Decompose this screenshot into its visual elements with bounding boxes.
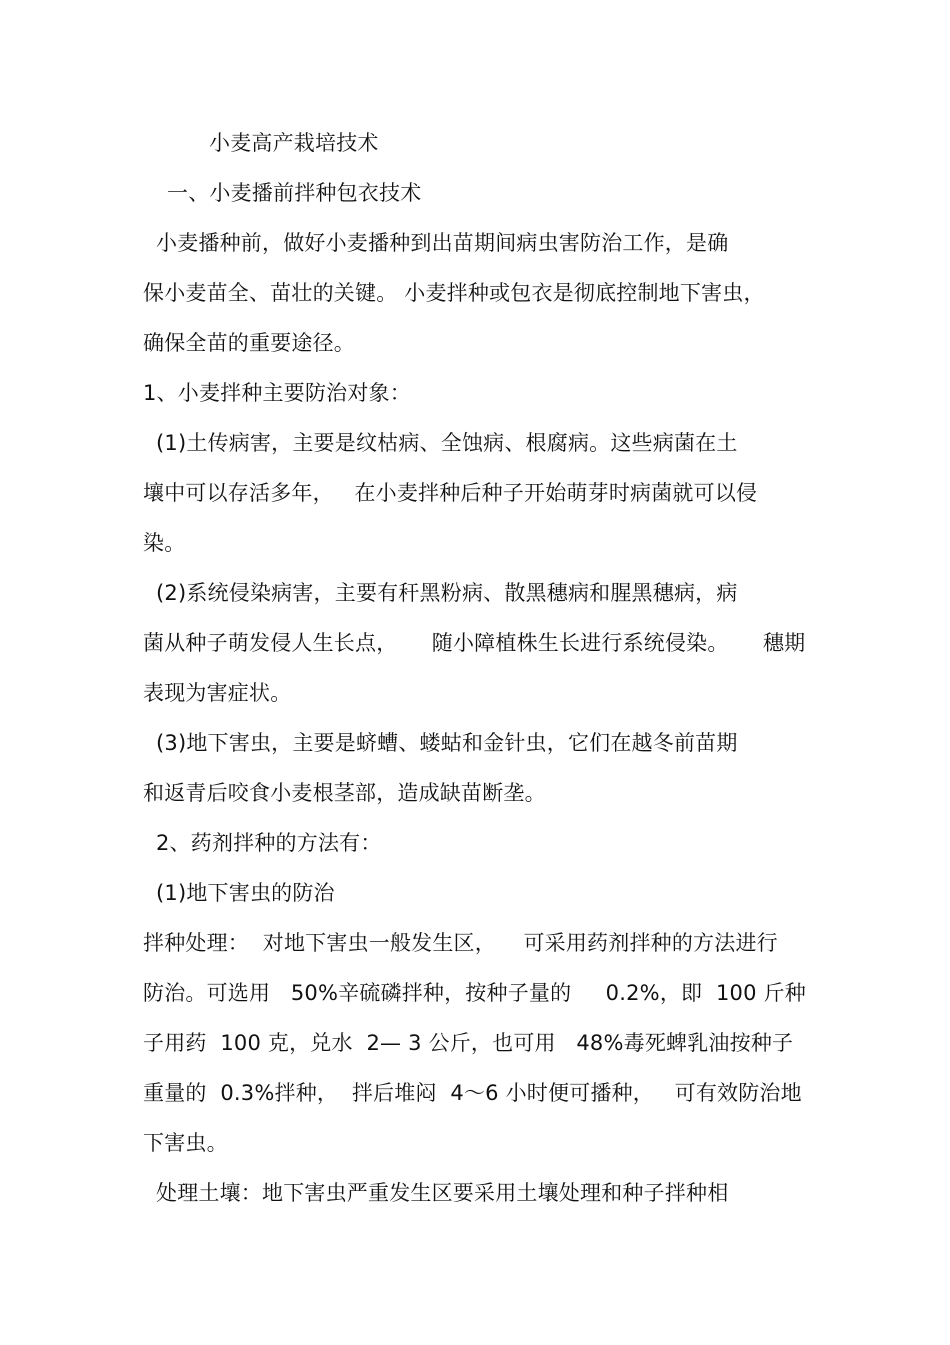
paragraph-line: 小麦播种前，做好小麦播种到出苗期间病虫害防治工作，是确 [156, 231, 729, 255]
document-title: 小麦高产栽培技术 [209, 131, 379, 155]
paragraph-line: 表现为害症状。 [143, 681, 292, 705]
paragraph-line: 和返青后咬食小麦根茎部，造成缺苗断垄。 [143, 781, 546, 805]
subsection-heading: 2、药剂拌种的方法有： [156, 831, 382, 855]
paragraph-line: 染。 [143, 531, 186, 555]
paragraph-line: (1)土传病害，主要是纹枯病、全蚀病、根腐病。这些病菌在土 [156, 431, 738, 455]
section-heading: 一、小麦播前拌种包衣技术 [167, 181, 422, 205]
paragraph-line: 子用药 100 克，兑水 2— 3 公斤，也可用 48%毒死蜱乳油按种子 [143, 1031, 794, 1055]
paragraph-line: 菌从种子萌发侵人生长点， 随小障植株生长进行系统侵染。 穗期 [143, 631, 806, 655]
paragraph-line: 防治。可选用 50%辛硫磷拌种，按种子量的 0.2%，即 100 斤种 [143, 981, 806, 1005]
paragraph-line: 处理土壤：地下害虫严重发生区要采用土壤处理和种子拌种相 [156, 1181, 729, 1205]
paragraph-line: 重量的 0.3%拌种， 拌后堆闷 4～6 小时便可播种， 可有效防治地 [143, 1081, 802, 1105]
paragraph-line: 确保全苗的重要途径。 [143, 331, 355, 355]
paragraph-line: (2)系统侵染病害，主要有秆黑粉病、散黑穗病和腥黑穗病，病 [156, 581, 738, 605]
paragraph-line: (3)地下害虫，主要是蛴螬、蝼蛄和金针虫，它们在越冬前苗期 [156, 731, 738, 755]
paragraph-line: 下害虫。 [143, 1131, 228, 1155]
paragraph-line: 保小麦苗全、苗壮的关键。 小麦拌种或包衣是彻底控制地下害虫， [143, 281, 765, 305]
paragraph-line: 壤中可以存活多年， 在小麦拌种后种子开始萌芽时病菌就可以侵 [143, 481, 758, 505]
paragraph-line: 拌种处理： 对地下害虫一般发生区， 可采用药剂拌种的方法进行 [143, 931, 778, 955]
subsection-heading: 1、小麦拌种主要防治对象： [143, 381, 411, 405]
paragraph-heading: (1)地下害虫的防治 [156, 881, 335, 905]
